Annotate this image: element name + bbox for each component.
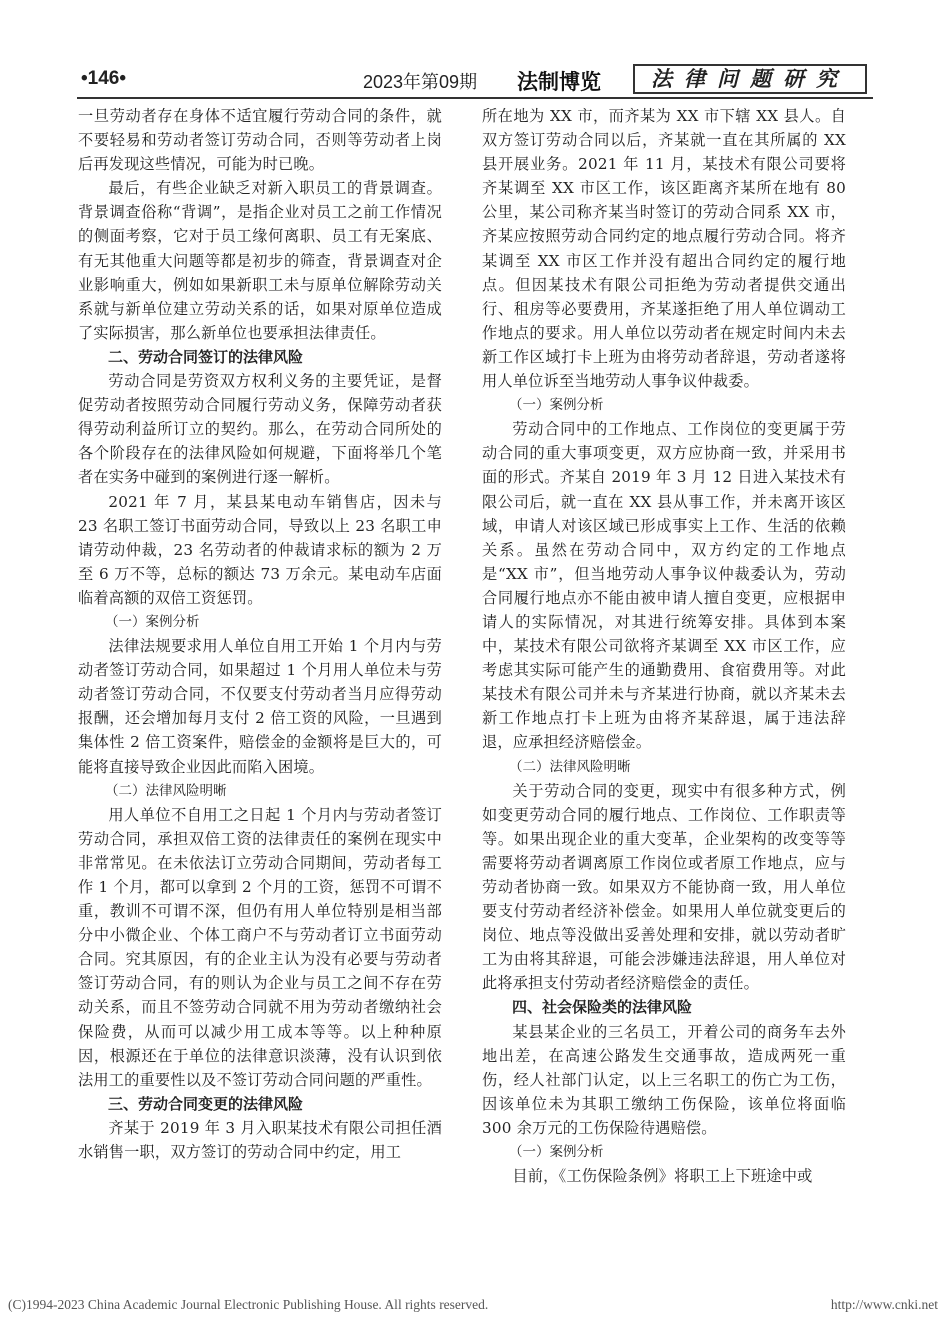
footer-url: http://www.cnki.net bbox=[830, 1297, 938, 1312]
paragraph: 用人单位不自用工之日起 1 个月内与劳动者签订劳动合同，承担双倍工资的法律责任的案例在现实中非常常见。在未依法订立劳动合同期间，劳动者每工作 1 个月，都可以拿到 2 个月的工资，惩罚不可谓不重，教训不可谓不深，但仍有用人单位特别是相当部分中小微企业、个体工商户不与劳动者订立书面劳动合同。究其原因，有的企业主认为没有必要与劳动者签订劳动合同，有的则认为企业与员工之间不存在劳动关系，而且不签劳动合同就不用为劳动者缴纳社会保险费，从而可以减少用工成本等等。以上种种原因，根源还在于单位的法律意识淡薄，没有认识到依法用工的重要性以及不签订劳动合同问题的严重性。 bbox=[78, 805, 442, 1089]
paragraph: 法律法规要求用人单位自用工开始 1 个月内与劳动者签订劳动合同，如果超过 1 个月用人单位未与劳动者签订劳动合同，不仅要支付劳动者当月应得劳动报酬，还会增加每月支付 2 倍工资的风险，一旦遇到集体性 2 倍工资案件，赔偿金的金额将是巨大的，可能将直接导致企业因此而陷入困境。 bbox=[78, 637, 442, 776]
subsection-heading: （二）法律风险明晰 bbox=[509, 758, 631, 775]
page-footer bbox=[8, 1297, 942, 1313]
copyright-notice: (C)1994-2023 China Academic Journal Electronic Publishing House. All rights reserved. bbox=[8, 1297, 489, 1312]
section-heading: 三、劳动合同变更的法律风险 bbox=[108, 1094, 304, 1113]
section-heading: 二、劳动合同签订的法律风险 bbox=[108, 347, 304, 366]
paragraph: 所在地为 XX 市，而齐某为 XX 市下辖 XX 县人。自双方签订劳动合同以后，齐某就一直在其所属的 XX 县开展业务。2021 年 11 月，某技术有限公司要将齐某调至 XX 市区工作，该区距离齐某所在地有 80 公里，某公司称齐某当时签订的劳动合同系 XX 市，齐某应按照劳动合同约定的地点履行劳动合同。将齐某调至 XX 市区工作并没有超出合同约定的履行地点。但因某技术有限公司拒绝为劳动者提供交通出行、租房等必要费用，齐某遂拒绝了用人单位调动工作地点的要求。用人单位以劳动者在规定时间内未去新工作区域打卡上班为由将劳动者辞退，劳动者遂将用人单位诉至当地劳动人事争议仲裁委。 bbox=[482, 107, 846, 391]
column-title-box: 法律问题研究 bbox=[633, 64, 867, 94]
subsection-heading: （一）案例分析 bbox=[509, 1144, 604, 1161]
journal-title: 法制博览 bbox=[517, 70, 601, 94]
paragraph: 齐某于 2019 年 3 月入职某技术有限公司担任酒水销售一职，双方签订的劳动合同中约定，用工 bbox=[78, 1118, 442, 1162]
paragraph: 最后，有些企业缺乏对新入职员工的背景调查。背景调查俗称“背调”，是指企业对员工之前工作情况的侧面考察，它对于员工缘何离职、员工有无案底、有无其他重大问题等都是初步的筛查，背景调查对企业影响重大，例如如果新职工未与原单位解除劳动关系就与新单位建立劳动关系的话，如果对原单位造成了实际损害，那么新单位也要承担法律责任。 bbox=[78, 179, 442, 342]
subsection-heading: （一）案例分析 bbox=[509, 397, 604, 414]
right-column bbox=[482, 104, 846, 1188]
paragraph: 一旦劳动者存在身体不适宜履行劳动合同的条件，就不要轻易和劳动者签订劳动合同，否则等劳动者上岗后再发现这些情况，可能为时已晚。 bbox=[78, 107, 442, 174]
paragraph: 2021 年 7 月，某县某电动车销售店，因未与 23 名职工签订书面劳动合同，导致以上 23 名职工申请劳动仲裁，23 名劳动者的仲裁请求标的额为 2 万至 6 万不等，总标的额达 73 万余元。某电动车店面临着高额的双倍工资惩罚。 bbox=[78, 492, 442, 607]
page-header bbox=[77, 66, 873, 96]
paragraph: 劳动合同是劳资双方权利义务的主要凭证，是督促劳动者按照劳动合同履行劳动义务，保障劳动者获得劳动利益所订立的契约。那么，在劳动合同所处的各个阶段存在的法律风险如何规避，下面将举几个笔者在实务中碰到的案例进行逐一解析。 bbox=[78, 372, 442, 487]
paragraph: 某县某企业的三名员工，开着公司的商务车去外地出差，在高速公路发生交通事故，造成两死一重伤，经人社部门认定，以上三名职工的伤亡为工伤，因该单位未为其职工缴纳工伤保险，该单位将面临 300 余万元的工伤保险待遇赔偿。 bbox=[482, 1022, 846, 1137]
paragraph: 关于劳动合同的变更，现实中有很多种方式，例如变更劳动合同的履行地点、工作岗位、工作职责等等。如果出现企业的重大变革，企业架构的改变等等需要将劳动者调离原工作岗位或者原工作地点，应与劳动者协商一致。如果双方不能协商一致，用人单位要支付劳动者经济补偿金。如果用人单位就变更后的岗位、地点等没做出妥善处理和安排，就以劳动者旷工为由将其辞退，可能会涉嫌违法辞退，用人单位对此将承担支付劳动者经济赔偿金的责任。 bbox=[482, 781, 846, 993]
issue-label: 2023年第09期 bbox=[363, 72, 478, 92]
page-number: •146• bbox=[81, 68, 127, 89]
header-rule bbox=[77, 97, 873, 99]
section-heading: 四、社会保险类的法律风险 bbox=[512, 998, 693, 1017]
subsection-heading: （二）法律风险明晰 bbox=[105, 782, 227, 799]
paragraph: 劳动合同中的工作地点、工作岗位的变更属于劳动合同的重大事项变更，双方应协商一致，并采用书面的形式。齐某自 2019 年 3 月 12 日进入某技术有限公司后，就一直在 XX 县从事工作，并未离开该区域，申请人对该区域已形成事实上工作、生活的依赖关系。虽然在劳动合同中，双方约定的工作地点是“XX 市”，但当地劳动人事争议仲裁委认为，劳动合同履行地点亦不能由被申请人擅自变更，应根据申请人的实际情况，对其进行统筹安排。具体到本案中，某技术有限公司欲将齐某调至 XX 市区工作，应考虑其实际可能产生的通勤费用、食宿费用等。对此某技术有限公司并未与齐某进行协商，就以齐某未去新工作地点打卡上班为由将齐某辞退，属于违法辞退，应承担经济赔偿金。 bbox=[482, 420, 846, 752]
left-column bbox=[78, 104, 442, 1164]
subsection-heading: （一）案例分析 bbox=[105, 613, 200, 630]
paragraph: 目前，《工伤保险条例》将职工上下班途中或 bbox=[512, 1167, 813, 1186]
